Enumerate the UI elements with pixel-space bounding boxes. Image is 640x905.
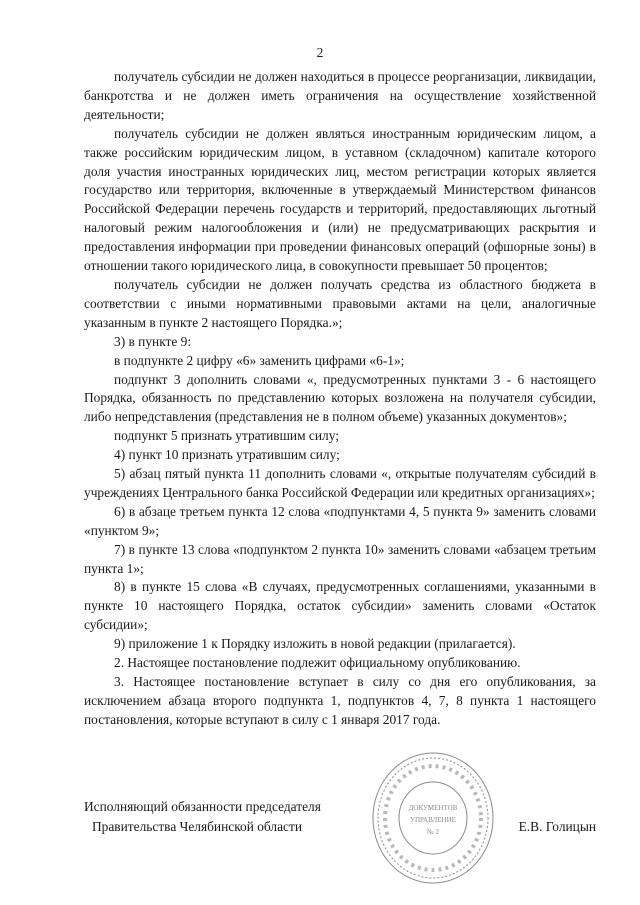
paragraph: 3. Настоящее постановление вступает в силу со дня его опубликования, за исключением абзаца второго подпункта 1, подпунктов 4, 7, 8 пункта 1 настоящего постановления, которые вступают в силу с 1 января 2017 года. <box>84 674 596 727</box>
paragraph: подпункт 5 признать утратившим силу; <box>114 428 339 444</box>
signer-name: Е.В. Голицын <box>518 819 596 834</box>
paragraph: 5) абзац пятый пункта 11 дополнить словами «, открытые получателям субсидий в учреждениях Центрального банка Российской Федерации или кредитных организациях»; <box>84 466 596 500</box>
document-body <box>84 68 596 730</box>
stamp-text: ДОКУМЕНТОВ <box>408 804 458 812</box>
signature-block <box>84 798 596 858</box>
paragraph: получатель субсидии не должен получать средства из областного бюджета в соответствии с иными нормативными правовыми актами на цели, аналогичные указанным в пункте 2 настоящего Порядка.»; <box>84 276 596 330</box>
paragraph: 6) в абзаце третьем пункта 12 слова «подпунктами 4, 5 пункта 9» заменить словами «пунктом 9»; <box>84 503 596 538</box>
page-number: 2 <box>316 45 324 60</box>
signer-position: Исполняющий обязанности председателя <box>84 799 321 814</box>
paragraph: получатель субсидии не должен находиться в процессе реорганизации, ликвидации, банкротства и не должен иметь ограничения на осуществление хозяйственной деятельности; <box>84 69 596 122</box>
paragraph: в подпункте 2 цифру «6» заменить цифрами «6-1»; <box>114 352 405 368</box>
paragraph: 7) в пункте 13 слова «подпунктом 2 пункта 10» заменить словами «абзацем третьим пункта 1»; <box>84 541 596 576</box>
stamp-text: № 2 <box>427 828 439 836</box>
signer-position: Правительства Челябинской области <box>92 819 302 834</box>
paragraph: подпункт 3 дополнить словами «, предусмотренных пунктами 3 - 6 настоящего Порядка, обязанность по представлению которых возложена на получателя субсидии, либо непредставления (представления не в полном объеме) указанных документов»; <box>84 371 596 425</box>
paragraph: получатель субсидии не должен являться иностранным юридическим лицом, а также российским юридическим лицом, в уставном (складочном) капитале которого доля участия иностранных юридических лиц, местом регистрации которых является государство или территория, включенные в утверждаемый Министерством финансов Российской Федерации перечень государств и территорий, предоставляющих льготный налоговый режим налогообложения и (или) не предусматривающих раскрытия и предоставления информации при проведении финансовых операций (офшорные зоны) в отношении такого юридического лица, в совокупности превышает 50 процентов; <box>84 125 596 274</box>
paragraph: 3) в пункте 9: <box>114 333 192 349</box>
stamp-text: УПРАВЛЕНИЕ <box>410 816 456 824</box>
paragraph: 9) приложение 1 к Порядку изложить в новой редакции (прилагается). <box>114 636 516 652</box>
paragraph: 4) пункт 10 признать утратившим силу; <box>114 447 340 463</box>
paragraph: 8) в пункте 15 слова «В случаях, предусмотренных соглашениями, указанными в пункте 10 настоящего Порядка, остаток субсидии» заменить словами «Остаток субсидии»; <box>84 579 596 633</box>
paragraph: 2. Настоящее постановление подлежит официальному опубликованию. <box>114 655 521 671</box>
